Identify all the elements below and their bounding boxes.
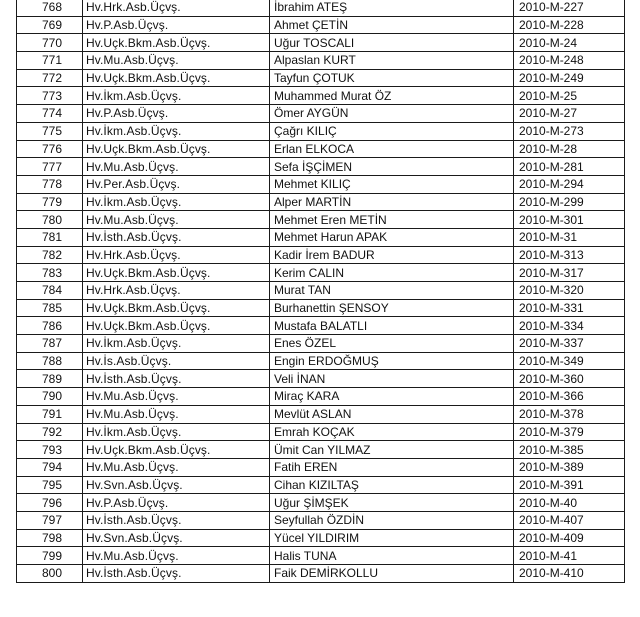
rank-cell: Hv.Hrk.Asb.Üçvş. bbox=[83, 246, 270, 264]
name-cell: Mehmet Harun APAK bbox=[270, 228, 514, 246]
table-row bbox=[17, 388, 625, 406]
rank-cell: Hv.İkm.Asb.Üçvş. bbox=[83, 193, 270, 211]
rank-cell: Hv.P.Asb.Üçvş. bbox=[83, 105, 270, 123]
rank-cell: Hv.İkm.Asb.Üçvş. bbox=[83, 335, 270, 353]
name-cell: Fatih EREN bbox=[270, 458, 514, 476]
registry-code-cell: 2010-M-24 bbox=[514, 34, 625, 52]
row-number-cell: 794 bbox=[17, 458, 83, 476]
row-number-cell: 791 bbox=[17, 405, 83, 423]
row-number-cell: 782 bbox=[17, 246, 83, 264]
name-cell: Mehmet Eren METİN bbox=[270, 211, 514, 229]
name-cell: Seyfullah ÖZDİN bbox=[270, 511, 514, 529]
table-row bbox=[17, 370, 625, 388]
registry-code-cell: 2010-M-25 bbox=[514, 87, 625, 105]
registry-code-cell: 2010-M-299 bbox=[514, 193, 625, 211]
rank-cell: Hv.Uçk.Bkm.Asb.Üçvş. bbox=[83, 317, 270, 335]
rank-cell: Hv.Uçk.Bkm.Asb.Üçvş. bbox=[83, 441, 270, 459]
registry-code-cell: 2010-M-407 bbox=[514, 511, 625, 529]
table-row bbox=[17, 441, 625, 459]
registry-code-cell: 2010-M-227 bbox=[514, 0, 625, 16]
rank-cell: Hv.Mu.Asb.Üçvş. bbox=[83, 211, 270, 229]
row-number-cell: 799 bbox=[17, 547, 83, 565]
registry-code-cell: 2010-M-313 bbox=[514, 246, 625, 264]
rank-cell: Hv.Uçk.Bkm.Asb.Üçvş. bbox=[83, 299, 270, 317]
row-number-cell: 796 bbox=[17, 494, 83, 512]
registry-code-cell: 2010-M-331 bbox=[514, 299, 625, 317]
name-cell: Uğur TOSCALI bbox=[270, 34, 514, 52]
rank-cell: Hv.İsth.Asb.Üçvş. bbox=[83, 370, 270, 388]
name-cell: Yücel YILDIRIM bbox=[270, 529, 514, 547]
rank-cell: Hv.İkm.Asb.Üçvş. bbox=[83, 423, 270, 441]
row-number-cell: 787 bbox=[17, 335, 83, 353]
table-row bbox=[17, 193, 625, 211]
registry-code-cell: 2010-M-40 bbox=[514, 494, 625, 512]
name-cell: Alper MARTİN bbox=[270, 193, 514, 211]
registry-code-cell: 2010-M-27 bbox=[514, 105, 625, 123]
table-row bbox=[17, 511, 625, 529]
row-number-cell: 769 bbox=[17, 16, 83, 34]
rank-cell: Hv.P.Asb.Üçvş. bbox=[83, 494, 270, 512]
rank-cell: Hv.Mu.Asb.Üçvş. bbox=[83, 52, 270, 70]
rank-cell: Hv.Hrk.Asb.Üçvş. bbox=[83, 282, 270, 300]
name-cell: Muhammed Murat ÖZ bbox=[270, 87, 514, 105]
row-number-cell: 788 bbox=[17, 352, 83, 370]
name-cell: Halis TUNA bbox=[270, 547, 514, 565]
table-row bbox=[17, 87, 625, 105]
table-row bbox=[17, 547, 625, 565]
rank-cell: Hv.Hrk.Asb.Üçvş. bbox=[83, 0, 270, 16]
name-cell: Ahmet ÇETİN bbox=[270, 16, 514, 34]
rank-cell: Hv.Uçk.Bkm.Asb.Üçvş. bbox=[83, 140, 270, 158]
rank-cell: Hv.Svn.Asb.Üçvş. bbox=[83, 529, 270, 547]
name-cell: Ümit Can YILMAZ bbox=[270, 441, 514, 459]
table-row bbox=[17, 317, 625, 335]
row-number-cell: 781 bbox=[17, 228, 83, 246]
row-number-cell: 778 bbox=[17, 175, 83, 193]
table-row bbox=[17, 175, 625, 193]
rank-cell: Hv.İkm.Asb.Üçvş. bbox=[83, 122, 270, 140]
rank-cell: Hv.Uçk.Bkm.Asb.Üçvş. bbox=[83, 34, 270, 52]
name-cell: Ömer AYGÜN bbox=[270, 105, 514, 123]
name-cell: Burhanettin ŞENSOY bbox=[270, 299, 514, 317]
row-number-cell: 780 bbox=[17, 211, 83, 229]
table-row bbox=[17, 34, 625, 52]
row-number-cell: 783 bbox=[17, 264, 83, 282]
table-row bbox=[17, 476, 625, 494]
registry-code-cell: 2010-M-337 bbox=[514, 335, 625, 353]
name-cell: Alpaslan KURT bbox=[270, 52, 514, 70]
registry-code-cell: 2010-M-248 bbox=[514, 52, 625, 70]
rank-cell: Hv.Svn.Asb.Üçvş. bbox=[83, 476, 270, 494]
name-cell: Uğur ŞİMŞEK bbox=[270, 494, 514, 512]
name-cell: Erlan ELKOCA bbox=[270, 140, 514, 158]
row-number-cell: 771 bbox=[17, 52, 83, 70]
row-number-cell: 789 bbox=[17, 370, 83, 388]
table-row bbox=[17, 299, 625, 317]
name-cell: Kadir İrem BADUR bbox=[270, 246, 514, 264]
table-row bbox=[17, 69, 625, 87]
registry-code-cell: 2010-M-281 bbox=[514, 158, 625, 176]
table-row bbox=[17, 16, 625, 34]
registry-code-cell: 2010-M-228 bbox=[514, 16, 625, 34]
table-row bbox=[17, 335, 625, 353]
row-number-cell: 779 bbox=[17, 193, 83, 211]
rank-cell: Hv.Uçk.Bkm.Asb.Üçvş. bbox=[83, 264, 270, 282]
row-number-cell: 786 bbox=[17, 317, 83, 335]
name-cell: Faik DEMİRKOLLU bbox=[270, 565, 514, 583]
name-cell: Enes ÖZEL bbox=[270, 335, 514, 353]
rank-cell: Hv.Mu.Asb.Üçvş. bbox=[83, 547, 270, 565]
registry-code-cell: 2010-M-385 bbox=[514, 441, 625, 459]
name-cell: Veli İNAN bbox=[270, 370, 514, 388]
table-row bbox=[17, 122, 625, 140]
row-number-cell: 797 bbox=[17, 511, 83, 529]
table-row bbox=[17, 52, 625, 70]
registry-code-cell: 2010-M-294 bbox=[514, 175, 625, 193]
row-number-cell: 790 bbox=[17, 388, 83, 406]
table-body bbox=[17, 0, 625, 582]
rank-cell: Hv.Mu.Asb.Üçvş. bbox=[83, 458, 270, 476]
table-row bbox=[17, 494, 625, 512]
table-row bbox=[17, 264, 625, 282]
rank-cell: Hv.İsth.Asb.Üçvş. bbox=[83, 565, 270, 583]
row-number-cell: 770 bbox=[17, 34, 83, 52]
name-cell: Mevlüt ASLAN bbox=[270, 405, 514, 423]
rank-cell: Hv.İkm.Asb.Üçvş. bbox=[83, 87, 270, 105]
table-row bbox=[17, 565, 625, 583]
table-row bbox=[17, 282, 625, 300]
row-number-cell: 800 bbox=[17, 565, 83, 583]
row-number-cell: 793 bbox=[17, 441, 83, 459]
name-cell: Kerim CALIN bbox=[270, 264, 514, 282]
row-number-cell: 792 bbox=[17, 423, 83, 441]
registry-code-cell: 2010-M-366 bbox=[514, 388, 625, 406]
table-row bbox=[17, 140, 625, 158]
name-cell: İbrahim ATEŞ bbox=[270, 0, 514, 16]
row-number-cell: 768 bbox=[17, 0, 83, 16]
rank-cell: Hv.Mu.Asb.Üçvş. bbox=[83, 158, 270, 176]
table-row bbox=[17, 246, 625, 264]
name-cell: Miraç KARA bbox=[270, 388, 514, 406]
row-number-cell: 777 bbox=[17, 158, 83, 176]
table-row bbox=[17, 405, 625, 423]
registry-code-cell: 2010-M-249 bbox=[514, 69, 625, 87]
registry-code-cell: 2010-M-409 bbox=[514, 529, 625, 547]
registry-code-cell: 2010-M-31 bbox=[514, 228, 625, 246]
rank-cell: Hv.İsth.Asb.Üçvş. bbox=[83, 228, 270, 246]
row-number-cell: 784 bbox=[17, 282, 83, 300]
registry-code-cell: 2010-M-334 bbox=[514, 317, 625, 335]
row-number-cell: 773 bbox=[17, 87, 83, 105]
table-row bbox=[17, 158, 625, 176]
name-cell: Çağrı KILIÇ bbox=[270, 122, 514, 140]
registry-code-cell: 2010-M-410 bbox=[514, 565, 625, 583]
row-number-cell: 774 bbox=[17, 105, 83, 123]
row-number-cell: 775 bbox=[17, 122, 83, 140]
registry-code-cell: 2010-M-41 bbox=[514, 547, 625, 565]
name-cell: Cihan KIZILTAŞ bbox=[270, 476, 514, 494]
rank-cell: Hv.Mu.Asb.Üçvş. bbox=[83, 405, 270, 423]
registry-code-cell: 2010-M-378 bbox=[514, 405, 625, 423]
personnel-table bbox=[16, 0, 625, 583]
table-row bbox=[17, 423, 625, 441]
rank-cell: Hv.İsth.Asb.Üçvş. bbox=[83, 511, 270, 529]
name-cell: Mehmet KILIÇ bbox=[270, 175, 514, 193]
registry-code-cell: 2010-M-320 bbox=[514, 282, 625, 300]
registry-code-cell: 2010-M-28 bbox=[514, 140, 625, 158]
name-cell: Tayfun ÇOTUK bbox=[270, 69, 514, 87]
registry-code-cell: 2010-M-391 bbox=[514, 476, 625, 494]
rank-cell: Hv.Uçk.Bkm.Asb.Üçvş. bbox=[83, 69, 270, 87]
registry-code-cell: 2010-M-379 bbox=[514, 423, 625, 441]
rank-cell: Hv.Per.Asb.Üçvş. bbox=[83, 175, 270, 193]
registry-code-cell: 2010-M-389 bbox=[514, 458, 625, 476]
table-row bbox=[17, 0, 625, 16]
registry-code-cell: 2010-M-301 bbox=[514, 211, 625, 229]
table-row bbox=[17, 458, 625, 476]
name-cell: Engin ERDOĞMUŞ bbox=[270, 352, 514, 370]
rank-cell: Hv.Mu.Asb.Üçvş. bbox=[83, 388, 270, 406]
registry-code-cell: 2010-M-349 bbox=[514, 352, 625, 370]
table-row bbox=[17, 211, 625, 229]
row-number-cell: 785 bbox=[17, 299, 83, 317]
name-cell: Murat TAN bbox=[270, 282, 514, 300]
rank-cell: Hv.P.Asb.Üçvş. bbox=[83, 16, 270, 34]
row-number-cell: 776 bbox=[17, 140, 83, 158]
name-cell: Emrah KOÇAK bbox=[270, 423, 514, 441]
row-number-cell: 795 bbox=[17, 476, 83, 494]
row-number-cell: 772 bbox=[17, 69, 83, 87]
table-row bbox=[17, 105, 625, 123]
row-number-cell: 798 bbox=[17, 529, 83, 547]
registry-code-cell: 2010-M-317 bbox=[514, 264, 625, 282]
registry-code-cell: 2010-M-273 bbox=[514, 122, 625, 140]
name-cell: Mustafa BALATLI bbox=[270, 317, 514, 335]
rank-cell: Hv.İs.Asb.Üçvş. bbox=[83, 352, 270, 370]
table-row bbox=[17, 529, 625, 547]
table-row bbox=[17, 352, 625, 370]
name-cell: Sefa İŞÇİMEN bbox=[270, 158, 514, 176]
table-row bbox=[17, 228, 625, 246]
registry-code-cell: 2010-M-360 bbox=[514, 370, 625, 388]
